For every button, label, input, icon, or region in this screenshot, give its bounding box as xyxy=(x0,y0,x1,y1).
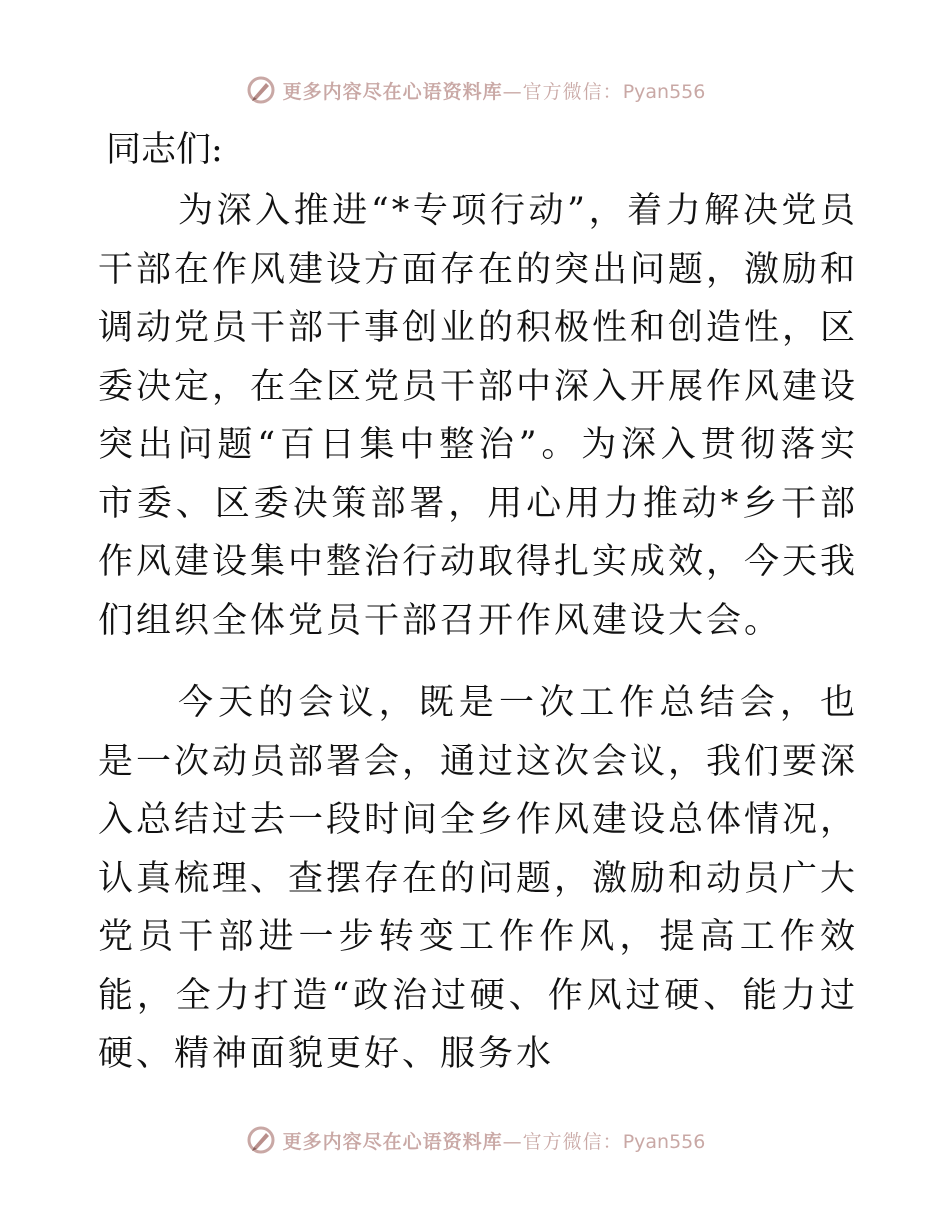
paragraph-2: 今天的会议，既是一次工作总结会，也是一次动员部署会，通过这次会议，我们要深入总结过去一段时间全乡作风建设总体情况，认真梳理、查摆存在的问题，激励和动员广大党员干部进一步转变工作作风，提高工作效能，全力打造“政治过硬、作风过硬、能力过硬、精神面貌更好、服务水 xyxy=(98,683,859,1074)
watermark-wechat-id: Pyan556 xyxy=(622,1130,706,1153)
watermark-dash: — xyxy=(502,1130,523,1153)
watermark-text xyxy=(283,1127,706,1154)
document-body xyxy=(98,125,858,1084)
watermark-main-text: 更多内容尽在心语资料库 xyxy=(282,1130,503,1153)
watermark-official-label: 官方微信： xyxy=(522,1130,623,1153)
watermark-main-text: 更多内容尽在心语资料库 xyxy=(282,80,503,103)
footer-watermark-banner xyxy=(0,1120,950,1160)
pen-logo-icon xyxy=(245,74,277,106)
watermark-text xyxy=(283,77,706,104)
salutation: 同志们: xyxy=(106,130,223,170)
watermark-official-label: 官方微信： xyxy=(522,80,623,103)
header-watermark-banner xyxy=(0,70,950,110)
paragraph-1: 为深入推进“*专项行动”，着力解决党员干部在作风建设方面存在的突出问题，激励和调动党员干部干事创业的积极性和创造性，区委决定，在全区党员干部中深入开展作风建设突出问题“百日集中整治”。为深入贯彻落实市委、区委决策部署，用心用力推动*乡干部作风建设集中整治行动取得扎实成效，今天我们组织全体党员干部召开作风建设大会。 xyxy=(98,191,859,641)
watermark-wechat-id: Pyan556 xyxy=(622,80,706,103)
watermark-dash: — xyxy=(502,80,523,103)
pen-logo-icon xyxy=(245,1124,277,1156)
